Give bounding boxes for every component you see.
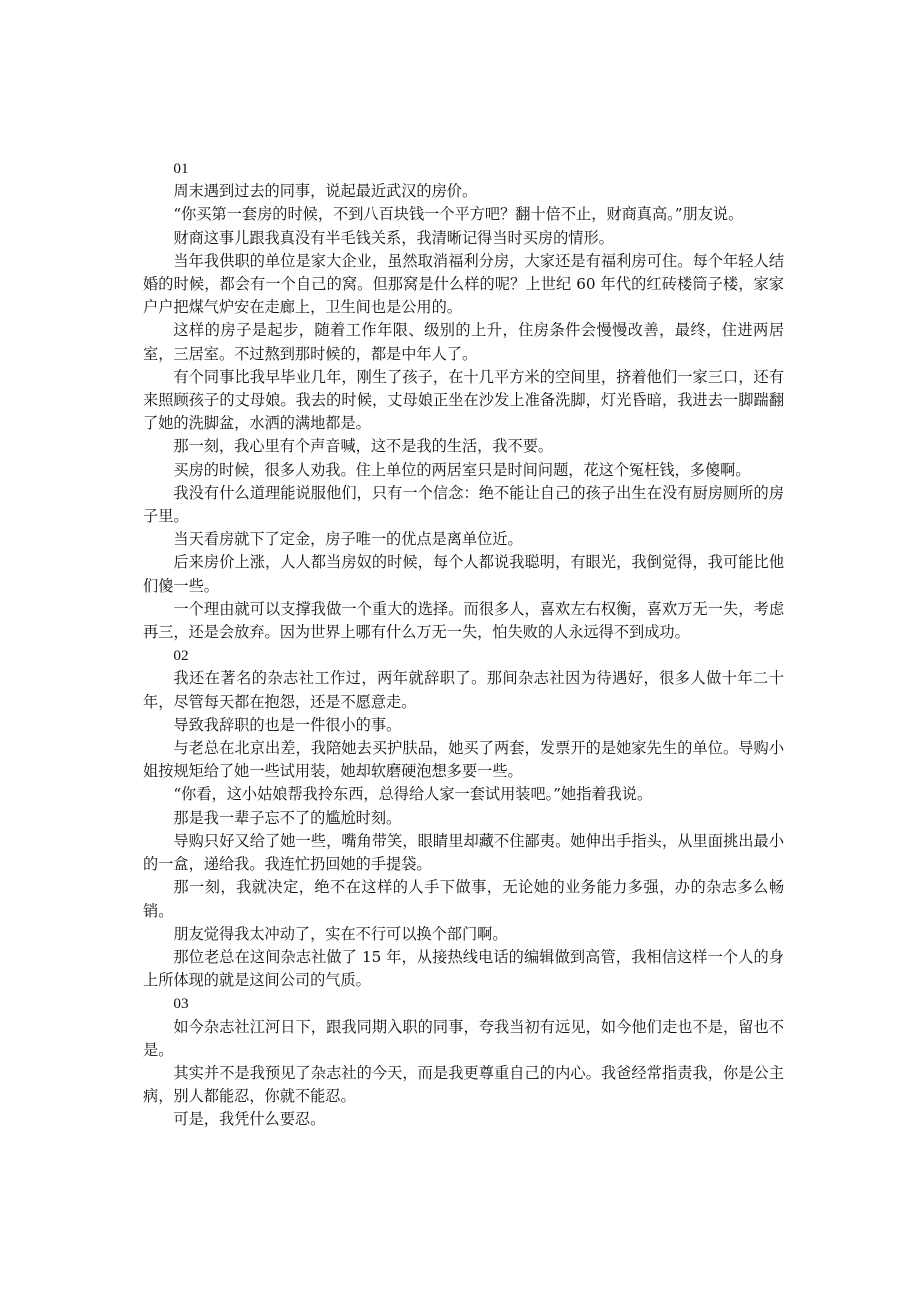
paragraph: 可是，我凭什么要忍。 [173,1110,326,1129]
paragraph: 那位老总在这间杂志社做了 15 年，从接热线电话的编辑做到高管，我相信这样一个人的身上所体现的就是这间公司的气质。 [143,947,784,990]
paragraph: “你看，这小姑娘帮我拎东西，总得给人家一套试用装吧。”她指着我说。 [173,785,653,804]
paragraph: 周末遇到过去的同事，说起最近武汉的房价。 [173,182,478,201]
paragraph: 这样的房子是起步，随着工作年限、级别的上升，住房条件会慢慢改善，最终，住进两居室，三居室。不过熬到那时候的，都是中年人了。 [143,321,784,363]
paragraph: 买房的时候，很多人劝我。住上单位的两居室只是时间问题，花这个冤枉钱，多傻啊。 [173,460,751,479]
section-number: 03 [173,995,189,1013]
paragraph: 我没有什么道理能说服他们，只有一个信念：绝不能让自己的孩子出生在没有厨房厕所的房子里。 [143,483,784,526]
paragraph: 如今杂志社江河日下，跟我同期入职的同事，夸我当初有远见，如今他们走也不是，留也不是。 [143,1017,784,1059]
paragraph: 当年我供职的单位是家大企业，虽然取消福利分房，大家还是有福利房可住。每个年轻人结婚的时候，都会有一个自己的窝。但那窝是什么样的呢？上世纪 60 年代的红砖楼筒子楼，家家户户把煤气炉安在走廊上，卫生间也是公用的。 [143,251,784,317]
paragraph: 后来房价上涨，人人都当房奴的时候，每个人都说我聪明，有眼光，我倒觉得，我可能比他们傻一些。 [143,553,784,595]
section-number: 02 [173,647,189,665]
paragraph: 那一刻，我心里有个声音喊，这不是我的生活，我不要。 [173,437,554,456]
paragraph: 一个理由就可以支撑我做一个重大的选择。而很多人，喜欢左右权衡，喜欢万无一失，考虑再三，还是会放弃。因为世界上哪有什么万无一失，怕失败的人永远得不到成功。 [143,599,784,642]
paragraph: 那一刻，我就决定，绝不在这样的人手下做事，无论她的业务能力多强，办的杂志多么畅销。 [143,878,784,920]
paragraph: 朋友觉得我太冲动了，实在不行可以换个部门啊。 [173,924,508,943]
section-number: 01 [173,160,189,177]
paragraph: 其实并不是我预见了杂志社的今天，而是我更尊重自己的内心。我爸经常指责我，你是公主病，别人都能忍，你就不能忍。 [143,1063,784,1106]
paragraph: “你买第一套房的时候，不到八百块钱一个平方吧？翻十倍不止，财商真高。”朋友说。 [173,205,744,224]
paragraph: 有个同事比我早毕业几年，刚生了孩子，在十几平方米的空间里，挤着他们一家三口，还有来照顾孩子的丈母娘。我去的时候，丈母娘正坐在沙发上准备洗脚，灯光昏暗，我进去一脚踹翻了她的洗脚盆，水洒的满地都是。 [143,367,784,433]
paragraph: 导致我辞职的也是一件很小的事。 [173,715,402,734]
paragraph: 财商这事儿跟我真没有半毛钱关系，我清晰记得当时买房的情形。 [173,228,614,247]
document-body [143,157,784,1132]
paragraph: 当天看房就下了定金，房子唯一的优点是离单位近。 [173,530,523,549]
paragraph: 那是我一辈子忘不了的尴尬时刻。 [173,808,402,827]
paragraph: 我还在著名的杂志社工作过，两年就辞职了。那间杂志社因为待遇好，很多人做十年二十年，尽管每天都在抱怨，还是不愿意走。 [143,669,784,711]
paragraph: 导购只好又给了她一些，嘴角带笑，眼睛里却藏不住鄙夷。她伸出手指头，从里面挑出最小的一盒，递给我。我连忙扔回她的手提袋。 [143,831,784,874]
paragraph: 与老总在北京出差，我陪她去买护肤品，她买了两套，发票开的是她家先生的单位。导购小姐按规矩给了她一些试用装，她却软磨硬泡想多要一些。 [143,739,784,781]
